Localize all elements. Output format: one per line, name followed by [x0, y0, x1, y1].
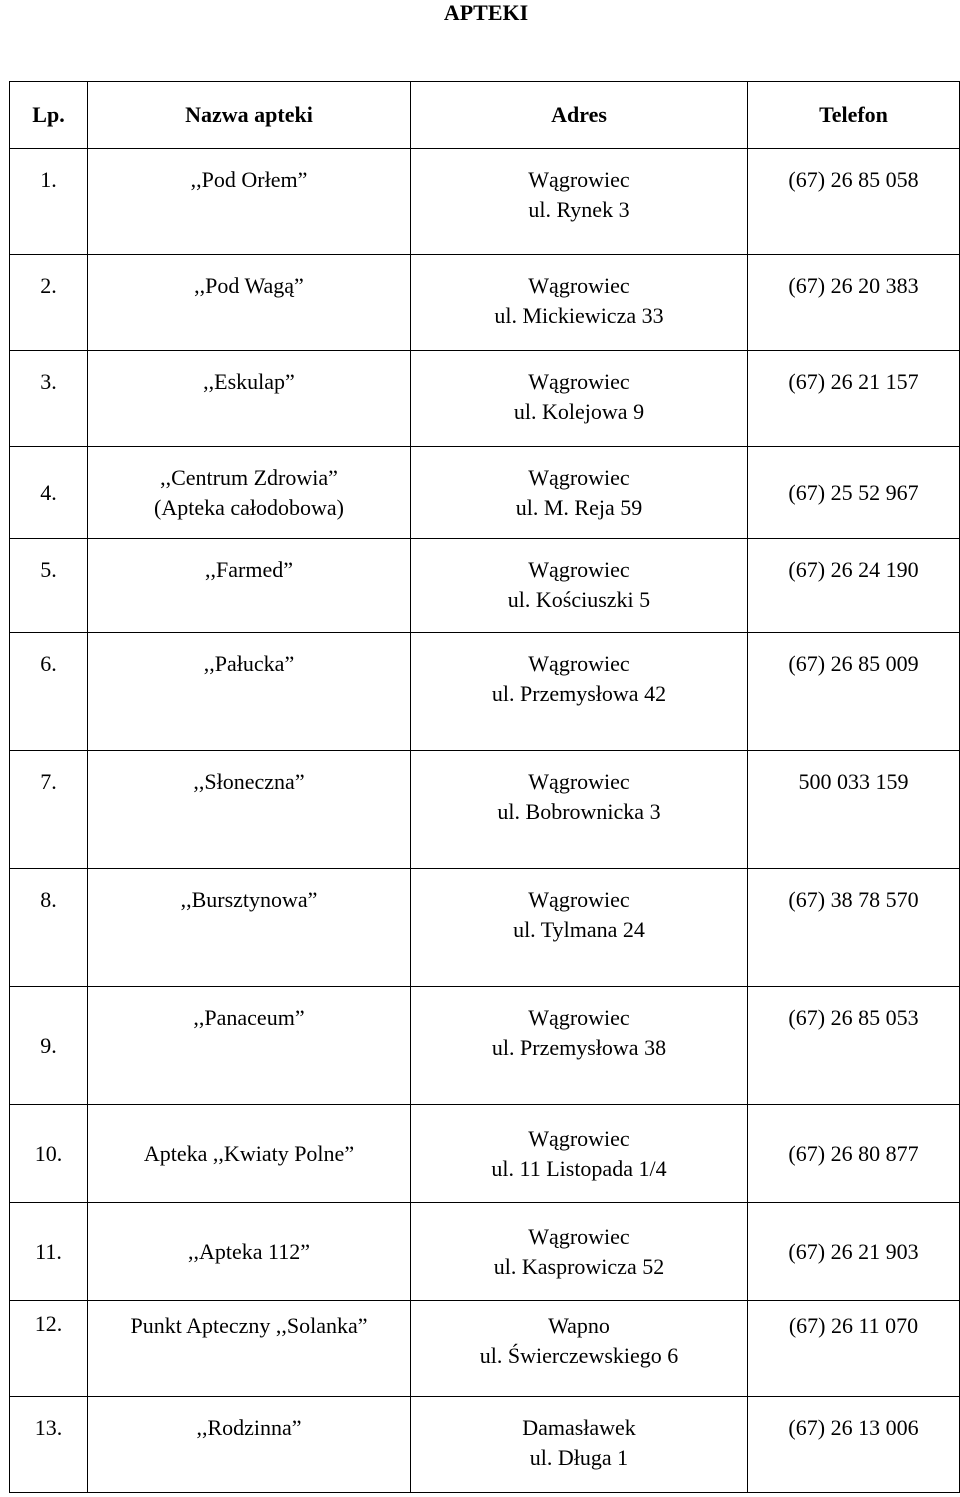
name-line: Punkt Apteczny ,,Solanka” [130, 1313, 368, 1338]
table-row [10, 1397, 960, 1493]
name-line: ,,Centrum Zdrowia” [160, 464, 338, 490]
row-address [411, 1301, 748, 1397]
row-lp: 13. [10, 1397, 88, 1493]
header-lp: Lp. [10, 82, 88, 149]
row-phone: (67) 26 20 383 [748, 255, 960, 351]
address-city: Wągrowiec [528, 651, 630, 676]
name-line: ,,Apteka 112” [188, 1238, 310, 1264]
row-phone: (67) 26 21 157 [748, 351, 960, 447]
row-lp: 1. [10, 149, 88, 255]
row-name [88, 633, 411, 751]
table-row [10, 1203, 960, 1301]
address-street: ul. Rynek 3 [528, 197, 630, 222]
row-phone: (67) 25 52 967 [748, 447, 960, 539]
row-address [411, 255, 748, 351]
address-street: ul. Kościuszki 5 [507, 587, 651, 612]
name-line: ,,Pod Orłem” [190, 167, 308, 192]
row-address [411, 447, 748, 539]
header-name: Nazwa apteki [88, 82, 411, 149]
row-phone: (67) 26 11 070 [748, 1301, 960, 1397]
table-row [10, 1105, 960, 1203]
row-name [88, 1301, 411, 1397]
table-row [10, 1301, 960, 1397]
header-address: Adres [411, 82, 748, 149]
address-street: ul. M. Reja 59 [515, 494, 643, 520]
address-street: ul. Długa 1 [529, 1445, 629, 1470]
name-subline: (Apteka całodobowa) [154, 494, 344, 520]
row-address [411, 1397, 748, 1493]
table-row [10, 149, 960, 255]
address-street: ul. Przemysłowa 42 [491, 681, 667, 706]
row-phone: (67) 26 24 190 [748, 539, 960, 633]
address-city: Wągrowiec [528, 769, 630, 794]
row-address [411, 149, 748, 255]
row-lp: 10. [10, 1105, 88, 1203]
name-line: ,,Pod Wagą” [194, 273, 304, 298]
row-lp: 7. [10, 751, 88, 869]
name-line: ,,Eskulap” [203, 369, 295, 394]
header-row [10, 82, 960, 149]
row-lp: 2. [10, 255, 88, 351]
row-phone: (67) 26 21 903 [748, 1203, 960, 1301]
row-phone: (67) 26 80 877 [748, 1105, 960, 1203]
address-city: Wągrowiec [528, 464, 630, 490]
row-address [411, 751, 748, 869]
address-street: ul. Kolejowa 9 [513, 399, 645, 424]
address-city: Damasławek [522, 1415, 636, 1440]
address-city: Wągrowiec [528, 557, 630, 582]
name-line: Apteka ,,Kwiaty Polne” [143, 1140, 355, 1166]
row-name [88, 1105, 411, 1203]
address-street: ul. Świerczewskiego 6 [479, 1343, 679, 1368]
header-phone: Telefon [748, 82, 960, 149]
row-name [88, 1203, 411, 1301]
table-row [10, 351, 960, 447]
address-street: ul. Przemysłowa 38 [491, 1035, 667, 1060]
name-line: ,,Farmed” [205, 557, 293, 582]
row-lp: 8. [10, 869, 88, 987]
row-name [88, 149, 411, 255]
row-phone: 500 033 159 [748, 751, 960, 869]
address-city: Wągrowiec [528, 1005, 630, 1030]
address-city: Wągrowiec [528, 167, 630, 192]
row-lp: 4. [10, 447, 88, 539]
row-address [411, 869, 748, 987]
table-row [10, 751, 960, 869]
row-address [411, 1105, 748, 1203]
row-address [411, 633, 748, 751]
row-name [88, 447, 411, 539]
address-city: Wągrowiec [528, 1125, 630, 1151]
row-phone: (67) 26 13 006 [748, 1397, 960, 1493]
address-city: Wągrowiec [528, 1223, 630, 1249]
name-line: ,,Bursztynowa” [180, 887, 318, 912]
row-name [88, 751, 411, 869]
row-phone: (67) 38 78 570 [748, 869, 960, 987]
row-address [411, 539, 748, 633]
name-line: ,,Pałucka” [203, 651, 295, 676]
address-street: ul. Mickiewicza 33 [494, 303, 664, 328]
row-lp: 9. [10, 987, 88, 1105]
row-lp: 12. [10, 1301, 88, 1397]
row-lp: 11. [10, 1203, 88, 1301]
name-line: ,,Panaceum” [193, 1005, 305, 1030]
row-name [88, 1397, 411, 1493]
row-lp: 5. [10, 539, 88, 633]
name-line: ,,Rodzinna” [196, 1415, 302, 1440]
row-phone: (67) 26 85 058 [748, 149, 960, 255]
name-line: ,,Słoneczna” [193, 769, 305, 794]
table-row [10, 633, 960, 751]
page-title: APTEKI [443, 0, 529, 25]
address-street: ul. Kasprowicza 52 [493, 1253, 665, 1279]
row-name [88, 987, 411, 1105]
address-city: Wągrowiec [528, 369, 630, 394]
address-city: Wapno [548, 1313, 610, 1338]
address-street: ul. Bobrownicka 3 [497, 799, 661, 824]
table-row [10, 539, 960, 633]
row-name [88, 869, 411, 987]
table-row [10, 869, 960, 987]
address-street: ul. 11 Listopada 1/4 [491, 1155, 667, 1181]
address-city: Wągrowiec [528, 887, 630, 912]
row-name [88, 351, 411, 447]
table-row [10, 987, 960, 1105]
row-address [411, 1203, 748, 1301]
address-street: ul. Tylmana 24 [513, 917, 645, 942]
row-phone: (67) 26 85 009 [748, 633, 960, 751]
row-address [411, 987, 748, 1105]
row-name [88, 255, 411, 351]
pharmacy-table [9, 81, 960, 1493]
row-lp: 6. [10, 633, 88, 751]
row-phone: (67) 26 85 053 [748, 987, 960, 1105]
address-city: Wągrowiec [528, 273, 630, 298]
row-lp: 3. [10, 351, 88, 447]
row-address [411, 351, 748, 447]
row-name [88, 539, 411, 633]
table-row [10, 447, 960, 539]
table-row [10, 255, 960, 351]
